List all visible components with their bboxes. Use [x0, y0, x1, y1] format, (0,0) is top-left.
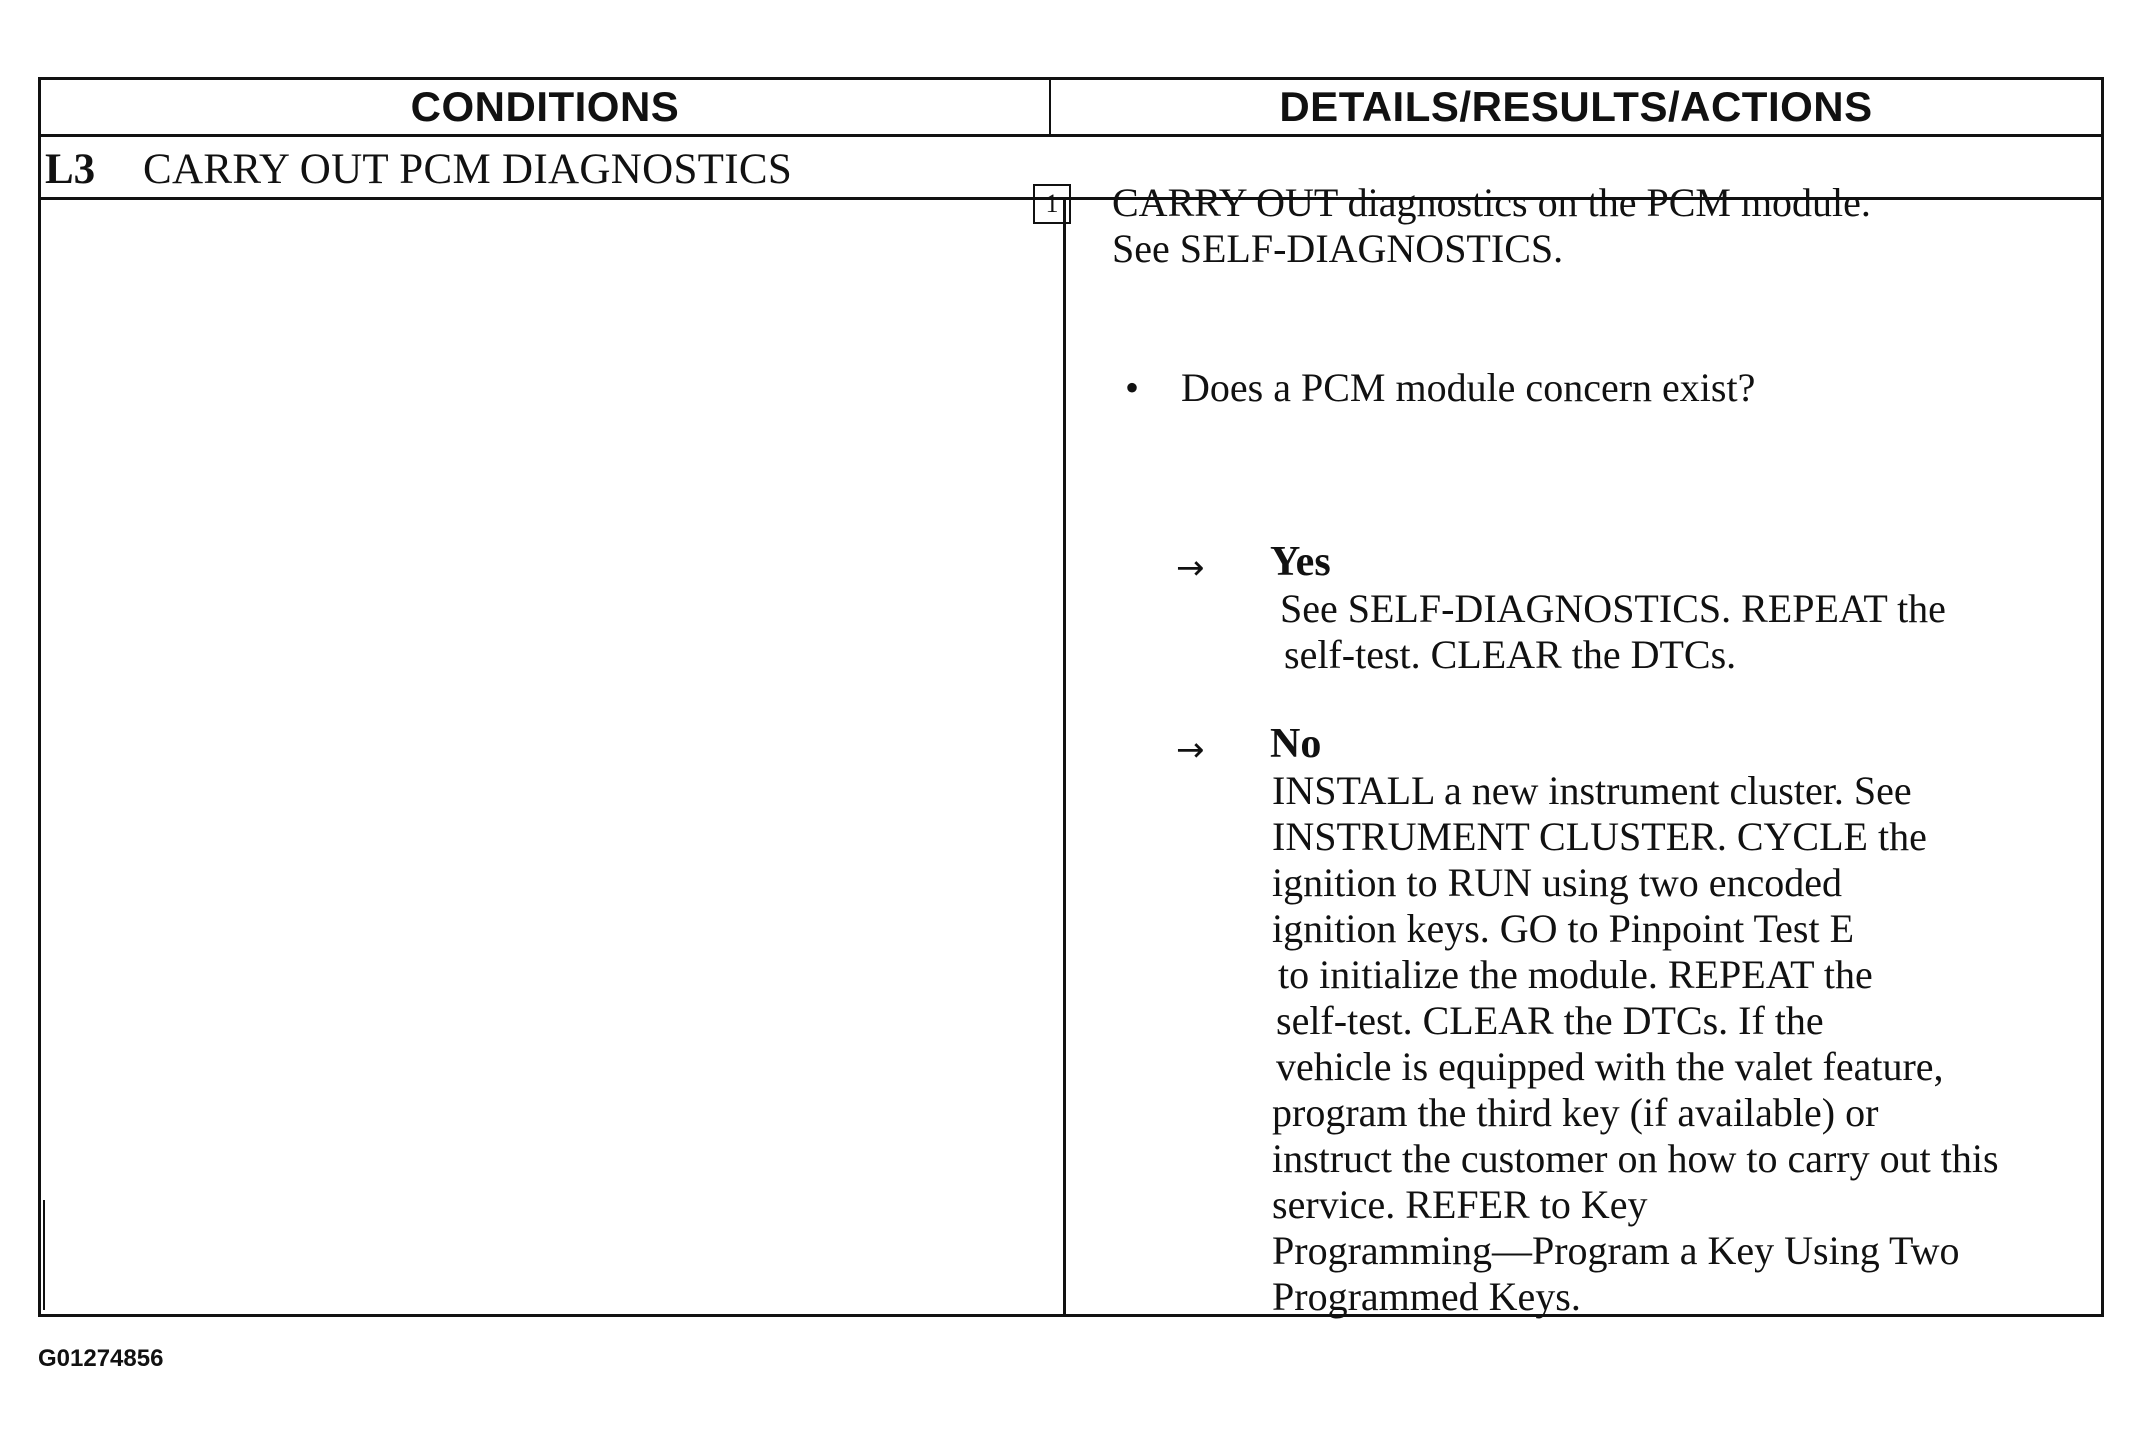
- answer-line: instruct the customer on how to carry out this: [1272, 1136, 1999, 1181]
- answer-line: service. REFER to Key: [1272, 1182, 1648, 1227]
- answer-yes-label: Yes: [1270, 539, 1331, 585]
- details-header: DETAILS/RESULTS/ACTIONS: [1279, 83, 1873, 130]
- question-text: Does a PCM module concern exist?: [1181, 365, 1756, 410]
- answer-line: program the third key (if available) or: [1272, 1090, 1879, 1135]
- answer-no-text: [1272, 768, 2129, 1320]
- answer-line: to initialize the module. REPEAT the: [1278, 952, 1873, 997]
- action-text: [1112, 180, 1992, 272]
- arrow-right-icon: →: [1176, 548, 1205, 588]
- answer-line: ignition to RUN using two encoded: [1272, 860, 1842, 905]
- action-number-box: 1: [1033, 184, 1071, 224]
- answer-no-label: No: [1270, 721, 1322, 767]
- answer-line: Programmed Keys.: [1272, 1274, 1581, 1319]
- answer-line: Programming—Program a Key Using Two: [1272, 1228, 1960, 1273]
- step-code: L3: [45, 146, 96, 193]
- answer-line: INSTALL a new instrument cluster. See: [1272, 768, 1912, 813]
- answer-line: self-test. CLEAR the DTCs. If the: [1276, 998, 1824, 1043]
- arrow-right-icon: →: [1176, 730, 1205, 770]
- answer-line: vehicle is equipped with the valet feature,: [1276, 1044, 1944, 1089]
- header-row: [41, 80, 2101, 137]
- figure-id: G01274856: [38, 1345, 164, 1372]
- left-edge-mark: [43, 1200, 45, 1310]
- answer-yes-text: [1280, 586, 2129, 678]
- column-divider: [1063, 200, 1066, 1314]
- answer-line: See SELF-DIAGNOSTICS. REPEAT the: [1280, 586, 1946, 631]
- answer-line: self-test. CLEAR the DTCs.: [1284, 632, 1737, 677]
- action-line: CARRY OUT diagnostics on the PCM module.: [1112, 180, 1871, 225]
- step-title: CARRY OUT PCM DIAGNOSTICS: [143, 146, 793, 193]
- action-line: See SELF-DIAGNOSTICS.: [1112, 226, 1564, 271]
- answer-line: ignition keys. GO to Pinpoint Test E: [1272, 906, 1855, 951]
- answer-line: INSTRUMENT CLUSTER. CYCLE the: [1272, 814, 1927, 859]
- conditions-header: CONDITIONS: [41, 80, 1051, 134]
- bullet-icon: •: [1125, 365, 1140, 410]
- question: [1125, 365, 1755, 411]
